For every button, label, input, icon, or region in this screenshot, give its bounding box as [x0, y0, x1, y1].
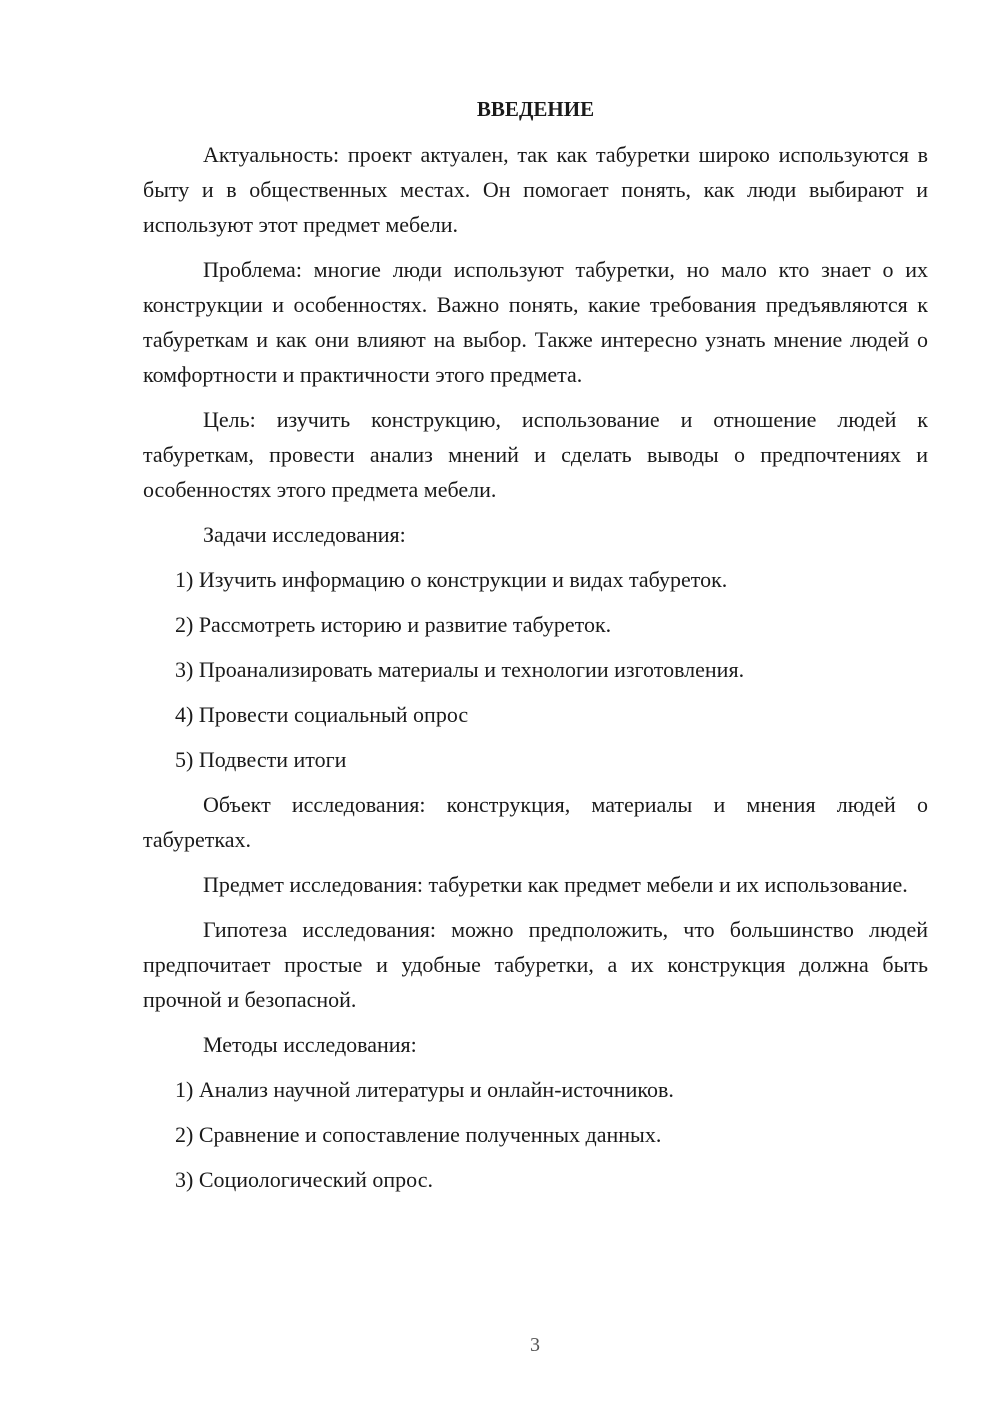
- subject-paragraph: Предмет исследования: табуретки как предмет мебели и их использование.: [203, 872, 908, 897]
- document-page: [143, 92, 928, 1207]
- methods-list: [143, 1072, 928, 1197]
- list-item: 3) Проанализировать материалы и технологии изготовления.: [175, 657, 745, 682]
- list-item: 4) Провести социальный опрос: [175, 702, 469, 727]
- tasks-list: [143, 562, 928, 777]
- methods-heading: Методы исследования:: [203, 1032, 417, 1057]
- list-item: 2) Сравнение и сопоставление полученных данных.: [175, 1122, 662, 1147]
- problem-paragraph: Проблема: многие люди используют табуретки, но мало кто знает о их конструкции и особенностях. Важно понять, какие требования предъявляются к табуреткам и как они влияют на выбор. Также интересно узнать мнение людей о комфортности и практичности этого предмета.: [143, 257, 928, 387]
- list-item: 3) Социологический опрос.: [175, 1167, 433, 1192]
- list-item: 1) Анализ научной литературы и онлайн-источников.: [175, 1077, 674, 1102]
- tasks-heading: Задачи исследования:: [203, 522, 406, 547]
- page-title: ВВЕДЕНИЕ: [476, 97, 595, 121]
- object-paragraph: Объект исследования: конструкция, материалы и мнения людей о табуретках.: [143, 792, 928, 852]
- goal-paragraph: Цель: изучить конструкцию, использование и отношение людей к табуреткам, провести анализ мнений и сделать выводы о предпочтениях и особенностях этого предмета мебели.: [143, 407, 928, 502]
- hypothesis-paragraph: Гипотеза исследования: можно предположить, что большинство людей предпочитает простые и удобные табуретки, а их конструкция должна быть прочной и безопасной.: [143, 917, 928, 1012]
- list-item: 2) Рассмотреть историю и развитие табуреток.: [175, 612, 612, 637]
- page-number: 3: [530, 1334, 540, 1356]
- list-item: 1) Изучить информацию о конструкции и видах табуреток.: [175, 567, 728, 592]
- list-item: 5) Подвести итоги: [175, 747, 347, 772]
- relevance-paragraph: Актуальность: проект актуален, так как табуретки широко используются в быту и в общественных местах. Он помогает понять, как люди выбирают и используют этот предмет мебели.: [143, 142, 928, 237]
